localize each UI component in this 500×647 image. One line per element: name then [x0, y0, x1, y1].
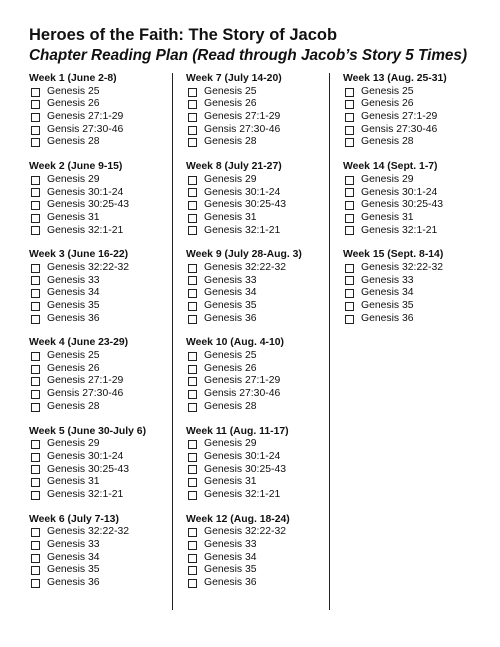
reading-item — [29, 98, 172, 111]
checkbox[interactable] — [345, 289, 354, 298]
week-block — [29, 514, 172, 590]
checkbox[interactable] — [188, 88, 197, 97]
reading-label: Genesis 26 — [204, 98, 257, 110]
checkbox[interactable] — [188, 566, 197, 575]
checkbox[interactable] — [188, 276, 197, 285]
checkbox[interactable] — [31, 214, 40, 223]
checkbox[interactable] — [188, 264, 197, 273]
reading-item — [343, 275, 479, 288]
reading-label: Genesis 27:1-29 — [47, 375, 124, 387]
reading-label: Genesis 32:1-21 — [361, 224, 438, 236]
reading-label: Genesis 27:1-29 — [204, 375, 281, 387]
reading-label: Genesis 25 — [204, 85, 257, 97]
checkbox[interactable] — [31, 126, 40, 135]
week-title: Week 12 (Aug. 18-24) — [186, 513, 290, 525]
reading-label: Genesis 26 — [361, 98, 414, 110]
reading-label: Genesis 30:1-24 — [47, 186, 124, 198]
checkbox[interactable] — [188, 453, 197, 462]
reading-label: Genesis 30:1-24 — [47, 450, 124, 462]
week-block — [29, 73, 172, 149]
reading-item — [29, 401, 172, 414]
reading-item — [186, 464, 329, 477]
reading-item — [186, 476, 329, 489]
checkbox[interactable] — [345, 88, 354, 97]
reading-item — [343, 287, 479, 300]
reading-item — [29, 464, 172, 477]
reading-label: Genesis 30:25-43 — [204, 199, 287, 211]
reading-item — [29, 438, 172, 451]
checkbox[interactable] — [345, 126, 354, 135]
reading-item — [343, 98, 479, 111]
week-block — [186, 514, 329, 590]
reading-label: Genesis 30:1-24 — [361, 186, 438, 198]
week-block — [186, 249, 329, 325]
checkbox[interactable] — [345, 176, 354, 185]
checkbox[interactable] — [188, 440, 197, 449]
reading-label: Genesis 29 — [361, 173, 414, 185]
reading-item — [186, 199, 329, 212]
reading-label: Genesis 30:1-24 — [204, 450, 281, 462]
week-block — [186, 73, 329, 149]
checkbox[interactable] — [31, 188, 40, 197]
reading-item — [343, 86, 479, 99]
reading-label: Genesis 35 — [204, 564, 257, 576]
reading-item — [29, 136, 172, 149]
checkbox[interactable] — [188, 315, 197, 324]
checkbox[interactable] — [31, 491, 40, 500]
reading-label: Genesis 30:25-43 — [47, 199, 130, 211]
reading-label: Genesis 28 — [204, 400, 257, 412]
reading-label: Genesis 30:25-43 — [204, 463, 287, 475]
checkbox[interactable] — [188, 528, 197, 537]
checkbox[interactable] — [188, 403, 197, 412]
checkbox[interactable] — [31, 226, 40, 235]
checkbox[interactable] — [188, 201, 197, 210]
reading-label: Genesis 32:22-32 — [204, 526, 287, 538]
week-title: Week 6 (July 7-13) — [29, 513, 119, 525]
reading-label: Gensis 27:30-46 — [47, 123, 124, 135]
reading-label: Genesis 27:1-29 — [361, 111, 438, 123]
reading-item — [29, 212, 172, 225]
week-title: Week 4 (June 23-29) — [29, 337, 129, 349]
reading-label: Genesis 32:22-32 — [47, 526, 130, 538]
week-title: Week 8 (July 21-27) — [186, 161, 282, 173]
reading-item — [343, 187, 479, 200]
week-title: Week 2 (June 9-15) — [29, 161, 123, 173]
reading-item — [186, 212, 329, 225]
reading-item — [186, 111, 329, 124]
reading-item — [29, 489, 172, 502]
reading-item — [186, 363, 329, 376]
reading-item — [343, 136, 479, 149]
reading-item — [186, 174, 329, 187]
reading-item — [343, 225, 479, 238]
reading-label: Genesis 34 — [47, 287, 100, 299]
reading-label: Genesis 31 — [47, 476, 100, 488]
reading-label: Genesis 34 — [361, 287, 414, 299]
reading-label: Genesis 35 — [47, 564, 100, 576]
checkbox[interactable] — [345, 226, 354, 235]
reading-label: Genesis 30:25-43 — [47, 463, 130, 475]
week-title: Week 7 (July 14-20) — [186, 73, 282, 84]
reading-label: Genesis 26 — [47, 362, 100, 374]
reading-label: Genesis 36 — [47, 312, 100, 324]
reading-label: Genesis 33 — [47, 539, 100, 550]
reading-item — [29, 300, 172, 313]
reading-label: Genesis 35 — [47, 300, 100, 311]
reading-item — [186, 225, 329, 238]
checkbox[interactable] — [188, 138, 197, 147]
checkbox[interactable] — [31, 465, 40, 474]
reading-label: Genesis 25 — [204, 350, 257, 362]
reading-item — [186, 275, 329, 288]
checkbox[interactable] — [31, 264, 40, 273]
reading-label: Genesis 34 — [204, 551, 257, 563]
reading-label: Gensis 27:30-46 — [47, 388, 124, 400]
week-title: Week 1 (June 2-8) — [29, 73, 117, 84]
checkbox[interactable] — [31, 528, 40, 537]
reading-label: Genesis 31 — [47, 211, 100, 223]
checkbox[interactable] — [31, 554, 40, 563]
reading-label: Genesis 26 — [204, 362, 257, 374]
checkbox[interactable] — [31, 138, 40, 147]
checkbox[interactable] — [31, 113, 40, 122]
reading-item — [29, 111, 172, 124]
reading-column-2 — [172, 73, 329, 610]
reading-label: Genesis 32:22-32 — [47, 261, 130, 273]
reading-label: Genesis 28 — [361, 136, 414, 148]
checkbox[interactable] — [31, 478, 40, 487]
reading-label: Genesis 31 — [204, 211, 257, 223]
checkbox[interactable] — [31, 541, 40, 550]
page-title: Heroes of the Faith: The Story of Jacob — [29, 26, 338, 44]
checkbox[interactable] — [31, 365, 40, 374]
reading-item — [29, 199, 172, 212]
checkbox[interactable] — [188, 541, 197, 550]
checkbox[interactable] — [345, 113, 354, 122]
reading-item — [186, 350, 329, 363]
reading-item — [29, 539, 172, 552]
checkbox[interactable] — [345, 138, 354, 147]
checkbox[interactable] — [188, 554, 197, 563]
reading-label: Genesis 33 — [204, 539, 257, 550]
reading-item — [343, 313, 479, 326]
reading-item — [29, 86, 172, 99]
reading-label: Genesis 35 — [361, 300, 414, 311]
reading-label: Genesis 25 — [361, 85, 414, 97]
reading-item — [186, 564, 329, 577]
checkbox[interactable] — [345, 214, 354, 223]
reading-item — [29, 124, 172, 137]
reading-item — [29, 552, 172, 565]
reading-label: Genesis 34 — [204, 287, 257, 299]
checkbox[interactable] — [188, 113, 197, 122]
checkbox[interactable] — [188, 289, 197, 298]
reading-item — [343, 111, 479, 124]
reading-label: Genesis 28 — [204, 136, 257, 148]
checkbox[interactable] — [188, 100, 197, 109]
checkbox[interactable] — [188, 176, 197, 185]
reading-item — [29, 275, 172, 288]
checkbox[interactable] — [31, 566, 40, 575]
checkbox[interactable] — [31, 390, 40, 399]
reading-label: Genesis 33 — [361, 274, 414, 286]
reading-item — [186, 136, 329, 149]
reading-item — [186, 451, 329, 464]
week-block — [186, 161, 329, 237]
checkbox[interactable] — [31, 176, 40, 185]
reading-item — [29, 363, 172, 376]
reading-item — [29, 388, 172, 401]
week-block — [29, 249, 172, 325]
checkbox[interactable] — [31, 352, 40, 361]
reading-item — [29, 262, 172, 275]
week-title: Week 13 (Aug. 25-31) — [343, 73, 447, 84]
reading-label: Genesis 26 — [47, 98, 100, 110]
reading-label: Gensis 27:30-46 — [361, 123, 438, 135]
week-block — [186, 426, 329, 502]
checkbox[interactable] — [188, 126, 197, 135]
reading-item — [186, 526, 329, 539]
checkbox[interactable] — [31, 453, 40, 462]
reading-item — [186, 375, 329, 388]
reading-item — [186, 86, 329, 99]
week-block — [343, 73, 479, 149]
reading-item — [29, 451, 172, 464]
checkbox[interactable] — [188, 390, 197, 399]
reading-item — [186, 388, 329, 401]
week-title: Week 10 (Aug. 4-10) — [186, 337, 284, 349]
checkbox[interactable] — [188, 302, 197, 311]
reading-item — [29, 564, 172, 577]
checkbox[interactable] — [188, 188, 197, 197]
checkbox[interactable] — [188, 478, 197, 487]
reading-label: Gensis 27:30-46 — [204, 123, 281, 135]
reading-item — [29, 287, 172, 300]
checkbox[interactable] — [188, 377, 197, 386]
week-block — [29, 426, 172, 502]
reading-item — [186, 539, 329, 552]
reading-item — [186, 262, 329, 275]
reading-label: Genesis 32:1-21 — [47, 488, 124, 500]
week-block — [343, 249, 479, 325]
reading-item — [343, 300, 479, 313]
reading-label: Genesis 32:1-21 — [47, 224, 124, 236]
checkbox[interactable] — [345, 302, 354, 311]
week-title: Week 5 (June 30-July 6) — [29, 425, 147, 437]
checkbox[interactable] — [31, 289, 40, 298]
reading-label: Genesis 29 — [47, 438, 100, 450]
checkbox[interactable] — [345, 100, 354, 109]
reading-label: Genesis 28 — [47, 400, 100, 412]
reading-item — [29, 476, 172, 489]
checkbox[interactable] — [31, 579, 40, 588]
page-subtitle: Chapter Reading Plan (Read through Jacob’s Story 5 Times) — [29, 47, 468, 64]
checkbox[interactable] — [31, 440, 40, 449]
checkbox[interactable] — [188, 226, 197, 235]
reading-label: Genesis 30:1-24 — [204, 186, 281, 198]
reading-label: Genesis 32:1-21 — [204, 224, 281, 236]
checkbox[interactable] — [31, 201, 40, 210]
reading-label: Genesis 29 — [204, 438, 257, 450]
checkbox[interactable] — [345, 264, 354, 273]
week-title: Week 9 (July 28-Aug. 3) — [186, 249, 302, 261]
reading-item — [343, 199, 479, 212]
checkbox[interactable] — [188, 579, 197, 588]
reading-item — [186, 300, 329, 313]
checkbox[interactable] — [31, 100, 40, 109]
reading-item — [186, 313, 329, 326]
reading-label: Genesis 25 — [47, 85, 100, 97]
reading-item — [343, 174, 479, 187]
checkbox[interactable] — [188, 352, 197, 361]
reading-item — [186, 489, 329, 502]
checkbox[interactable] — [345, 188, 354, 197]
reading-label: Genesis 29 — [47, 173, 100, 185]
reading-label: Genesis 32:22-32 — [204, 261, 287, 273]
reading-item — [29, 375, 172, 388]
reading-item — [186, 98, 329, 111]
reading-item — [29, 526, 172, 539]
reading-label: Genesis 33 — [47, 274, 100, 286]
reading-item — [186, 401, 329, 414]
reading-label: Genesis 29 — [204, 173, 257, 185]
checkbox[interactable] — [188, 491, 197, 500]
reading-item — [29, 577, 172, 590]
week-title: Week 14 (Sept. 1-7) — [343, 161, 438, 173]
reading-item — [186, 287, 329, 300]
week-title: Week 11 (Aug. 11-17) — [186, 425, 289, 437]
reading-label: Genesis 28 — [47, 136, 100, 148]
reading-label: Genesis 36 — [47, 577, 100, 589]
reading-item — [29, 174, 172, 187]
reading-item — [29, 313, 172, 326]
week-block — [29, 161, 172, 237]
checkbox[interactable] — [188, 365, 197, 374]
reading-label: Genesis 34 — [47, 551, 100, 563]
reading-label: Genesis 32:22-32 — [361, 261, 444, 273]
week-title: Week 15 (Sept. 8-14) — [343, 249, 444, 261]
checkbox[interactable] — [31, 403, 40, 412]
reading-label: Genesis 36 — [361, 312, 414, 324]
checkbox[interactable] — [31, 88, 40, 97]
reading-label: Genesis 25 — [47, 350, 100, 362]
reading-item — [343, 262, 479, 275]
week-title: Week 3 (June 16-22) — [29, 249, 129, 261]
checkbox[interactable] — [31, 377, 40, 386]
checkbox[interactable] — [31, 276, 40, 285]
reading-item — [186, 577, 329, 590]
week-block — [343, 161, 479, 237]
week-block — [29, 337, 172, 413]
reading-label: Genesis 36 — [204, 577, 257, 589]
reading-label: Genesis 33 — [204, 274, 257, 286]
reading-label: Genesis 36 — [204, 312, 257, 324]
reading-label: Genesis 32:1-21 — [204, 488, 281, 500]
checkbox[interactable] — [31, 315, 40, 324]
checkbox[interactable] — [345, 276, 354, 285]
reading-item — [343, 124, 479, 137]
reading-label: Genesis 31 — [361, 211, 414, 223]
reading-label: Genesis 31 — [204, 476, 257, 488]
reading-item — [29, 225, 172, 238]
reading-column-3 — [329, 73, 479, 610]
reading-label: Genesis 27:1-29 — [204, 111, 281, 123]
reading-item — [186, 552, 329, 565]
checkbox[interactable] — [188, 214, 197, 223]
reading-label: Genesis 27:1-29 — [47, 111, 124, 123]
reading-label: Genesis 35 — [204, 300, 257, 311]
checkbox[interactable] — [345, 201, 354, 210]
checkbox[interactable] — [31, 302, 40, 311]
reading-item — [29, 187, 172, 200]
week-block — [186, 337, 329, 413]
reading-label: Gensis 27:30-46 — [204, 388, 281, 400]
reading-item — [186, 187, 329, 200]
checkbox[interactable] — [188, 465, 197, 474]
reading-item — [186, 438, 329, 451]
reading-label: Genesis 30:25-43 — [361, 199, 444, 211]
reading-item — [29, 350, 172, 363]
checkbox[interactable] — [345, 315, 354, 324]
reading-item — [186, 124, 329, 137]
reading-item — [343, 212, 479, 225]
reading-column-1 — [29, 73, 172, 610]
